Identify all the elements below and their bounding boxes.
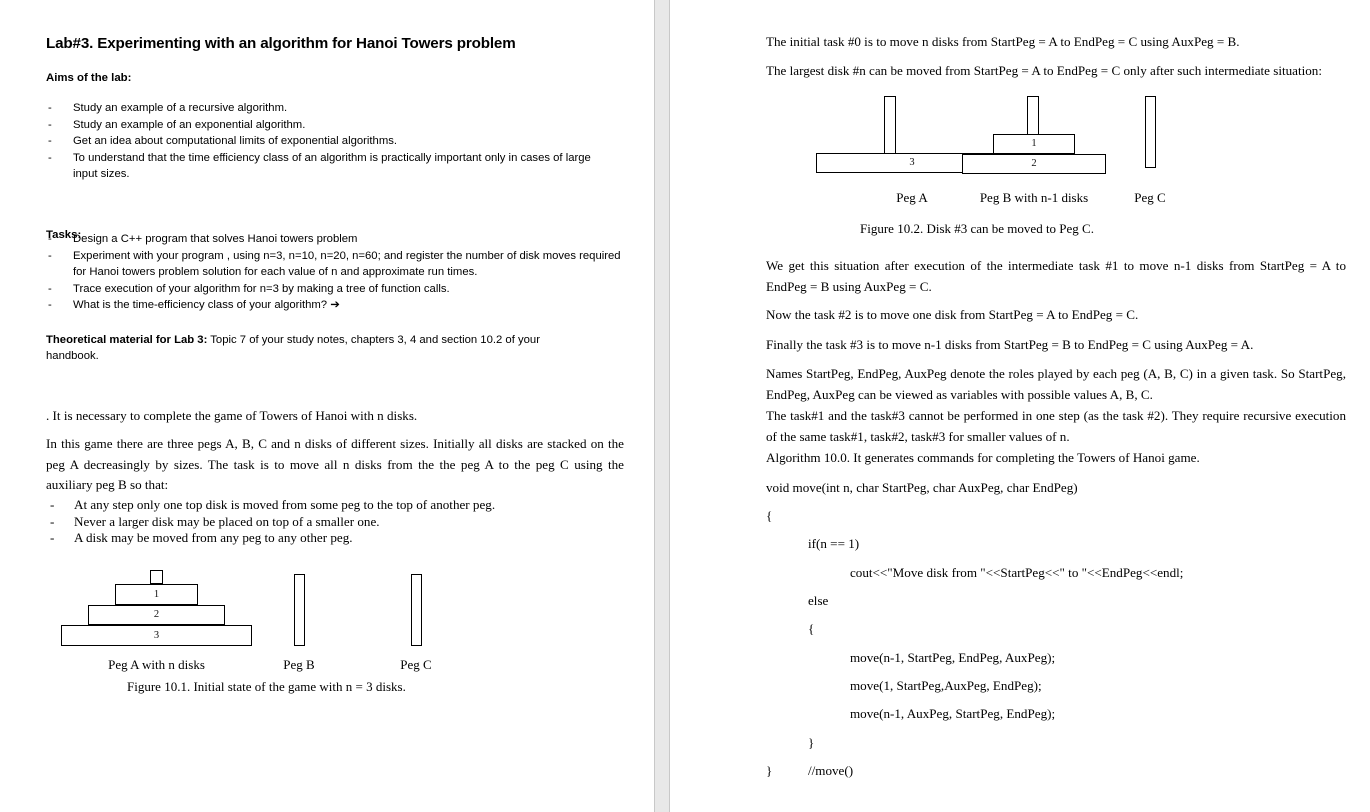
paragraph-task3: Finally the task #3 is to move n-1 disks from StartPeg = B to EndPeg = C using AuxPeg = A. [766,337,1254,352]
disk-label: 3 [909,156,915,168]
disk-1 [115,584,198,605]
disk-label: 1 [153,588,160,600]
peg-b-label: Peg B [283,657,315,672]
tasks-list [46,231,621,314]
theory-text: Topic 7 of your study notes, chapters 3, 4 and section 10.2 of your handbook. [46,334,540,363]
paragraph-algorithm: Algorithm 10.0. It generates commands for completing the Towers of Hanoi game. [766,450,1200,465]
code-comment: //move() [808,763,854,778]
figure1-caption: Figure 10.1. Initial state of the game with n = 3 disks. [127,679,406,694]
paragraph-initial-task: The initial task #0 is to move n disks from StartPeg = A to EndPeg = C using AuxPeg = B. [766,34,1240,49]
page-gutter [654,0,670,812]
list-item: - A disk may be moved from any peg to any other peg. [46,530,606,547]
peg-a-label: Peg A with n disks [108,657,205,672]
code-line: move(1, StartPeg,AuxPeg, EndPeg); [850,678,1042,693]
disk-3 [61,625,252,646]
peg-post-b [1027,96,1039,136]
peg-a-label: Peg A [896,190,928,205]
code-line: move(n-1, AuxPeg, StartPeg, EndPeg); [850,706,1056,721]
peg-post-a [884,96,896,155]
peg-c-label: Peg C [1134,190,1166,205]
list-item: - To understand that the time efficiency class of an algorithm is practically important only in cases of large input sizes. [46,150,606,182]
disk-label: 1 [1031,137,1037,149]
peg-post-b [294,574,305,646]
document-page-right [670,0,1370,812]
figure2-caption: Figure 10.2. Disk #3 can be moved to Peg C. [860,221,1094,236]
document-page-left [0,0,654,812]
list-item: - Design a C++ program that solves Hanoi towers problem [46,231,621,247]
code-line: } [766,763,773,778]
list-item: - Experiment with your program , using n=3, n=10, n=20, n=60; and register the number of disk moves required for Hanoi towers problem solution for each value of n and approximate run times. [46,248,621,280]
list-item: - Get an idea about computational limits of exponential algorithms. [46,133,606,149]
list-item: - At any step only one top disk is moved from some peg to the top of another peg. [46,497,606,514]
code-line: { [766,508,773,523]
theoretical-material [46,332,566,364]
peg-b-label: Peg B with n-1 disks [979,190,1089,205]
page-title: Lab#3. Experimenting with an algorithm for Hanoi Towers problem [46,35,516,52]
peg-c-label: Peg C [400,657,432,672]
theory-label: Theoretical material for Lab 3: [46,334,208,346]
paragraph-task2: Now the task #2 is to move one disk from StartPeg = A to EndPeg = C. [766,307,1139,322]
list-item: - Study an example of an exponential algorithm. [46,117,606,133]
disk-2 [88,605,225,625]
code-line: if(n == 1) [808,536,860,551]
disk-label: 2 [1031,157,1037,169]
paragraph-recursive: The task#1 and the task#3 cannot be performed in one step (as the task #2). They require recursive execution of the same task#1, task#2, task#3 for smaller values of n. [766,408,1346,444]
code-line: cout<<"Move disk from "<<StartPeg<<" to "<<EndPeg<<endl; [850,565,1184,580]
disk-1 [993,134,1075,154]
list-item: - Study an example of a recursive algorithm. [46,100,606,116]
tasks-heading: Tasks: [46,229,82,241]
paragraph-largest-disk: The largest disk #n can be moved from StartPeg = A to EndPeg = C only after such intermediate situation: [766,63,1322,78]
aims-heading: Aims of the lab: [46,72,132,84]
disk-2 [962,154,1106,174]
list-item: - Never a larger disk may be placed on top of a smaller one. [46,514,606,531]
peg-post-a [150,570,163,584]
rules-list [46,497,606,547]
paragraph-we-get-situation: We get this situation after execution of the intermediate task #1 to move n-1 disks from StartPeg = A to EndPeg = B using AuxPeg = C. [766,258,1346,294]
peg-post-c [411,574,422,646]
peg-post-c [1145,96,1156,168]
disk-label: 3 [153,629,160,641]
code-line: } [808,735,815,750]
code-line: void move(int n, char StartPeg, char AuxPeg, char EndPeg) [766,480,1078,495]
paragraph-names: Names StartPeg, EndPeg, AuxPeg denote the roles played by each peg (A, B, C) in a given task. So StartPeg, EndPeg, AuxPeg can be viewed as variables with possible values A, B, C. [766,366,1346,402]
list-item: - Trace execution of your algorithm for n=3 by making a tree of function calls. [46,281,621,297]
paragraph-necessary: . It is necessary to complete the game of Towers of Hanoi with n disks. [46,408,418,423]
code-line: move(n-1, StartPeg, EndPeg, AuxPeg); [850,650,1056,665]
paragraph-game-rules-intro: In this game there are three pegs A, B, C and n disks of different sizes. Initially all disks are stacked on the peg A decreasingly by sizes. The task is to move all n disks from the the peg A to the peg C using the auxiliary peg B so that: [46,436,624,492]
disk-label: 2 [153,608,160,620]
list-item: - What is the time-efficiency class of your algorithm? ➔ [46,297,621,313]
code-line: else [808,593,829,608]
figure-10-2 [670,0,1370,236]
code-line: { [808,621,815,636]
